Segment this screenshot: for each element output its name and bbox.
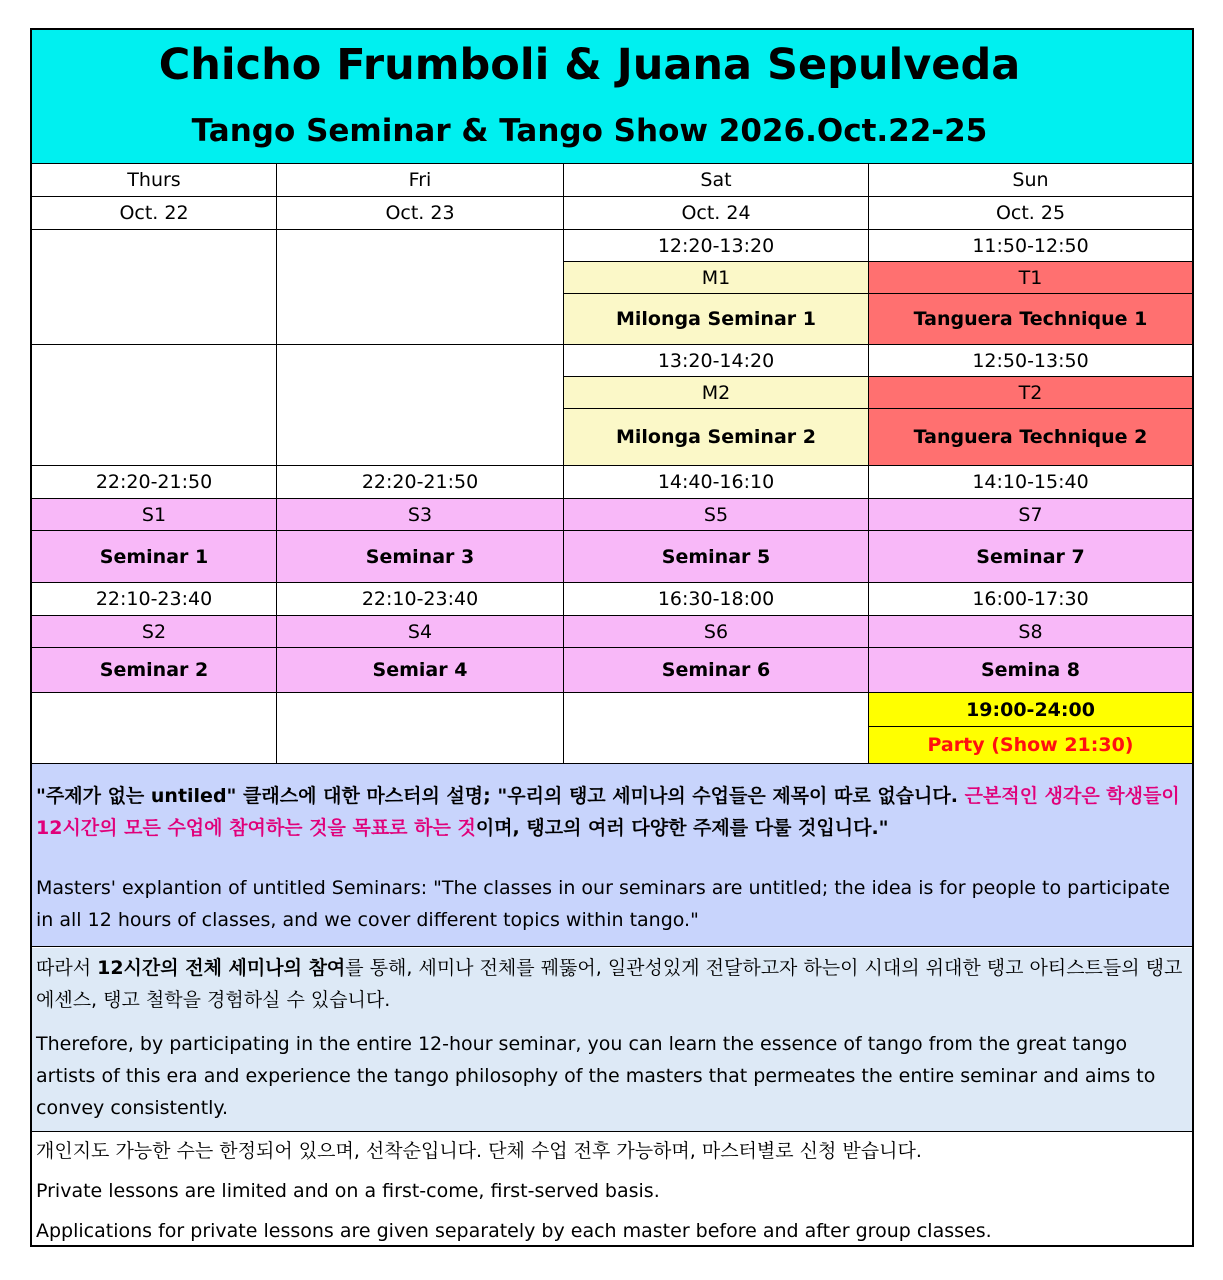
class-name: Milonga Seminar 1 [564,294,869,345]
empty-cell [564,693,869,764]
empty-cell [32,693,277,764]
class-code: S4 [277,616,564,648]
note-untitled-seminars [32,764,1192,947]
time-cell: 22:10-23:40 [32,583,277,616]
class-code: S1 [32,499,277,531]
empty-cell [277,230,564,345]
class-name: Semiar 4 [277,648,564,693]
empty-cell [32,230,277,345]
note-ko-highlight: 근본적인 생각은 학생들이 12시간의 모든 수업에 참여하는 것을 목표로 하는 것 [36,785,1180,839]
class-code: M1 [564,262,869,294]
party-time: 19:00-24:00 [869,693,1192,727]
note-ko-text: 를 통해, 세미나 전체를 꿰뚫어, 일관성있게 전달하고자 하는이 시대의 위대한 탱고 아티스트들의 탱고 에센스, 탱고 철학을 경험하실 수 있습니다. [36,957,1183,1011]
time-cell: 22:20-21:50 [32,466,277,499]
day-header-thurs: Thurs [32,164,277,197]
time-cell: 11:50-12:50 [869,230,1192,262]
class-name: Seminar 2 [32,648,277,693]
schedule-sheet [30,28,1194,1247]
time-cell: 12:50-13:50 [869,345,1192,377]
time-cell: 16:30-18:00 [564,583,869,616]
party-label: Party (Show 21:30) [869,727,1192,764]
class-code: S3 [277,499,564,531]
time-cell: 12:20-13:20 [564,230,869,262]
class-code: T1 [869,262,1192,294]
class-name: Seminar 3 [277,531,564,583]
class-code: S2 [32,616,277,648]
note-private-lessons [32,1133,1192,1245]
class-code: M2 [564,377,869,409]
class-name: Seminar 7 [869,531,1192,583]
date-sun: Oct. 25 [869,197,1192,230]
date-fri: Oct. 23 [277,197,564,230]
time-cell: 14:10-15:40 [869,466,1192,499]
note-ko-bold: 12시간의 전체 세미나의 참여 [97,957,346,979]
empty-cell [277,345,564,466]
class-code: T2 [869,377,1192,409]
note-full-participation [32,948,1192,1132]
note-ko-text: 따라서 [36,957,98,979]
class-name: Tanguera Technique 2 [869,409,1192,466]
day-header-fri: Fri [277,164,564,197]
note-en-text: Private lessons are limited and on a first-come, first-served basis. [36,1180,660,1202]
note-ko-text: 개인지도 가능한 수는 한정되어 있으며, 선착순입니다. 단체 수업 전후 가능하며, 마스터별로 신청 받습니다. [36,1140,922,1162]
class-code: S6 [564,616,869,648]
time-cell: 22:20-21:50 [277,466,564,499]
note-ko-text: 이며, 탱고의 여러 다양한 주제를 다룰 것입니다." [475,817,889,839]
class-name: Milonga Seminar 2 [564,409,869,466]
header-banner [32,30,1192,164]
page-subtitle: Tango Seminar & Tango Show 2026.Oct.22-25 [191,113,988,149]
note-en-text: Applications for private lessons are given separately by each master before and after group classes. [36,1220,992,1242]
note-ko-text: "주제가 없는 untiled" 클래스에 대한 마스터의 설명; "우리의 탱고 세미나의 수업들은 제목이 따로 없습니다. [36,785,965,807]
time-cell: 22:10-23:40 [277,583,564,616]
class-name: Seminar 1 [32,531,277,583]
empty-cell [32,345,277,466]
class-name: Semina 8 [869,648,1192,693]
class-code: S7 [869,499,1192,531]
class-name: Seminar 5 [564,531,869,583]
date-sat: Oct. 24 [564,197,869,230]
class-code: S8 [869,616,1192,648]
note-en-text: Masters' explantion of untitled Seminars: "The classes in our seminars are untitled; the idea is for people to participate in all 12 hours of classes, and we cover different topics within tango." [36,877,1170,931]
class-name: Seminar 6 [564,648,869,693]
time-cell: 14:40-16:10 [564,466,869,499]
page-title: Chicho Frumboli & Juana Sepulveda [158,40,1021,90]
date-thurs: Oct. 22 [32,197,277,230]
day-header-sun: Sun [869,164,1192,197]
time-cell: 13:20-14:20 [564,345,869,377]
class-name: Tanguera Technique 1 [869,294,1192,345]
day-header-sat: Sat [564,164,869,197]
note-en-text: Therefore, by participating in the entire 12-hour seminar, you can learn the essence of tango from the great tango artists of this era and experience the tango philosophy of the masters that permeates the entire seminar and aims to convey consistently. [36,1033,1156,1119]
time-cell: 16:00-17:30 [869,583,1192,616]
empty-cell [277,693,564,764]
class-code: S5 [564,499,869,531]
